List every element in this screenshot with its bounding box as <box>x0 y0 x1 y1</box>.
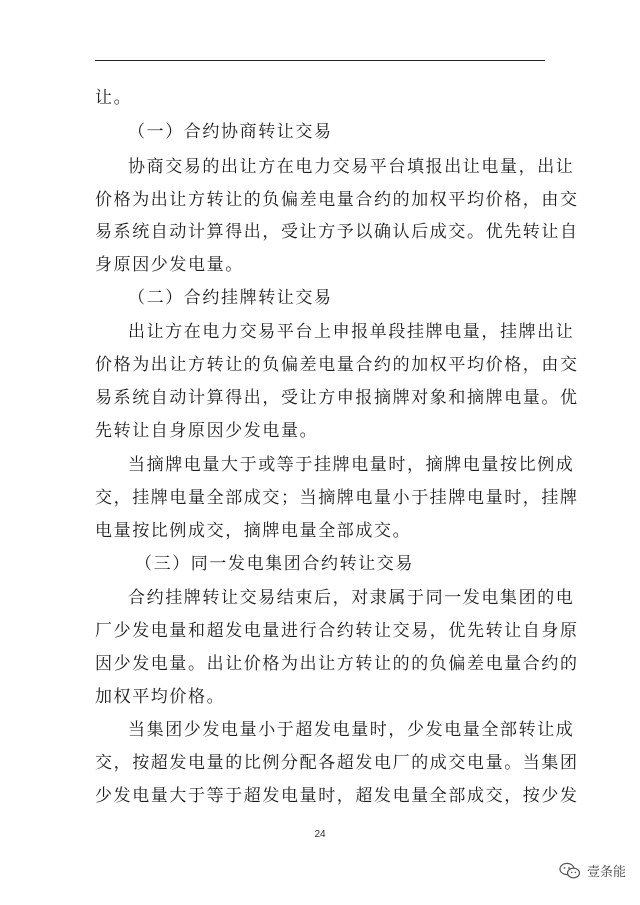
paragraph-line: 价格为出让方转让的负偏差电量合约的加权平均价格，由交 <box>95 355 579 375</box>
paragraph-line: 厂少发电量和超发电量进行合约转让交易，优先转让自身原 <box>95 621 579 641</box>
wechat-icon <box>559 862 581 880</box>
header-rule <box>95 60 545 61</box>
paragraph-line: 加权平均价格。 <box>95 687 226 707</box>
paragraph-line: 合约挂牌转让交易结束后，对隶属于同一发电集团的电 <box>128 588 575 608</box>
paragraph-line: 当集团少发电量小于超发电量时，少发电量全部转让成 <box>128 720 575 740</box>
watermark <box>559 861 626 880</box>
paragraph-line: 价格为出让方转让的负偏差电量合约的加权平均价格，由交 <box>95 190 579 210</box>
paragraph-line: 易系统自动计算得出，受让方申报摘牌对象和摘牌电量。优 <box>95 388 579 408</box>
section-heading-3: （三）同一发电集团合约转让交易 <box>135 554 414 574</box>
paragraph-line: 先转让自身原因少发电量。 <box>95 421 319 441</box>
page-number: 24 <box>314 829 326 840</box>
paragraph-line: 易系统自动计算得出，受让方予以确认后成交。优先转让自 <box>95 222 579 242</box>
paragraph-line: 交，挂牌电量全部成交；当摘牌电量小于挂牌电量时，挂牌 <box>95 488 579 508</box>
paragraph-line: 少发电量大于等于超发电量时，超发电量全部成交，按少发 <box>95 786 579 806</box>
section-heading-2: （二）合约挂牌转让交易 <box>128 288 333 308</box>
paragraph-line: 电量按比例成交，摘牌电量全部成交。 <box>95 521 412 541</box>
paragraph-line: 让。 <box>95 88 133 108</box>
paragraph-line: 当摘牌电量大于或等于挂牌电量时，摘牌电量按比例成 <box>128 455 575 475</box>
paragraph-line: 交，按超发电量的比例分配各超发电厂的成交电量。当集团 <box>95 753 579 773</box>
paragraph-line: 因少发电量。出让价格为出让方转让的的负偏差电量合约的 <box>95 654 579 674</box>
paragraph-line: 出让方在电力交易平台上申报单段挂牌电量，挂牌出让 <box>128 322 575 342</box>
paragraph-line: 身原因少发电量。 <box>95 255 244 275</box>
section-heading-1: （一）合约协商转让交易 <box>128 122 333 142</box>
paragraph-line: 协商交易的出让方在电力交易平台填报出让电量，出让 <box>128 157 575 177</box>
watermark-text: 壹条能 <box>586 865 626 880</box>
